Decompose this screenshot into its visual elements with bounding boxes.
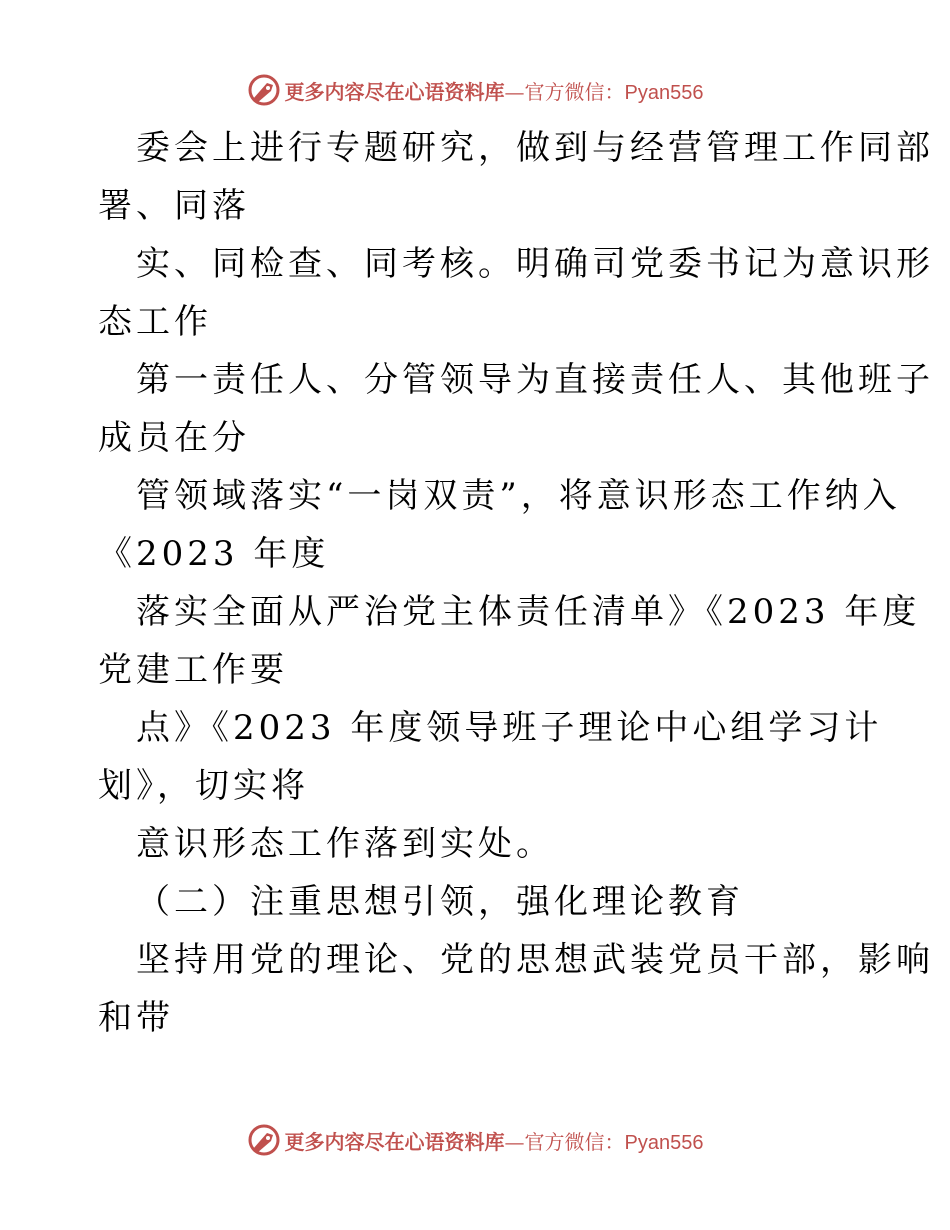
- body-line: 成员在分: [98, 418, 250, 458]
- body-line: 点》《2023 年度领导班子理论中心组学习计: [136, 708, 883, 748]
- pen-nib-logo-icon: [247, 73, 281, 107]
- section-heading: （二）注重思想引领，强化理论教育: [136, 882, 744, 922]
- header-wechat-label: 官方微信：: [524, 79, 625, 104]
- header-library-text: 更多内容尽在心语资料库: [284, 79, 505, 104]
- body-line: 实、同检查、同考核。明确司党委书记为意识形: [136, 244, 934, 284]
- body-line: 署、同落: [98, 186, 250, 226]
- footer-dash: —: [504, 1129, 525, 1154]
- body-line: 委会上进行专题研究，做到与经营管理工作同部: [136, 128, 934, 168]
- body-line: 意识形态工作落到实处。: [136, 824, 554, 864]
- body-line: 第一责任人、分管领导为直接责任人、其他班子: [136, 360, 934, 400]
- body-line: 和带: [98, 998, 174, 1038]
- footer-wechat-id: Pyan556: [624, 1131, 704, 1154]
- header-banner-text: [285, 76, 704, 105]
- body-line: 划》，切实将: [98, 766, 309, 806]
- footer-banner: [0, 1118, 950, 1162]
- footer-library-text: 更多内容尽在心语资料库: [284, 1129, 505, 1154]
- body-line: 党建工作要: [98, 650, 288, 690]
- footer-banner-text: [285, 1126, 704, 1155]
- body-line: 坚持用党的理论、党的思想武装党员干部，影响: [136, 940, 934, 980]
- pen-nib-logo-icon: [247, 1123, 281, 1157]
- body-line: 《2023 年度: [98, 534, 330, 574]
- body-line: 管领域落实“一岗双责”，将意识形态工作纳入: [136, 476, 901, 516]
- body-line: 态工作: [98, 302, 212, 342]
- header-dash: —: [504, 79, 525, 104]
- footer-wechat-label: 官方微信：: [524, 1129, 625, 1154]
- body-line: 落实全面从严治党主体责任清单》《2023 年度: [136, 592, 921, 632]
- header-wechat-id: Pyan556: [624, 81, 704, 104]
- header-banner: [0, 68, 950, 112]
